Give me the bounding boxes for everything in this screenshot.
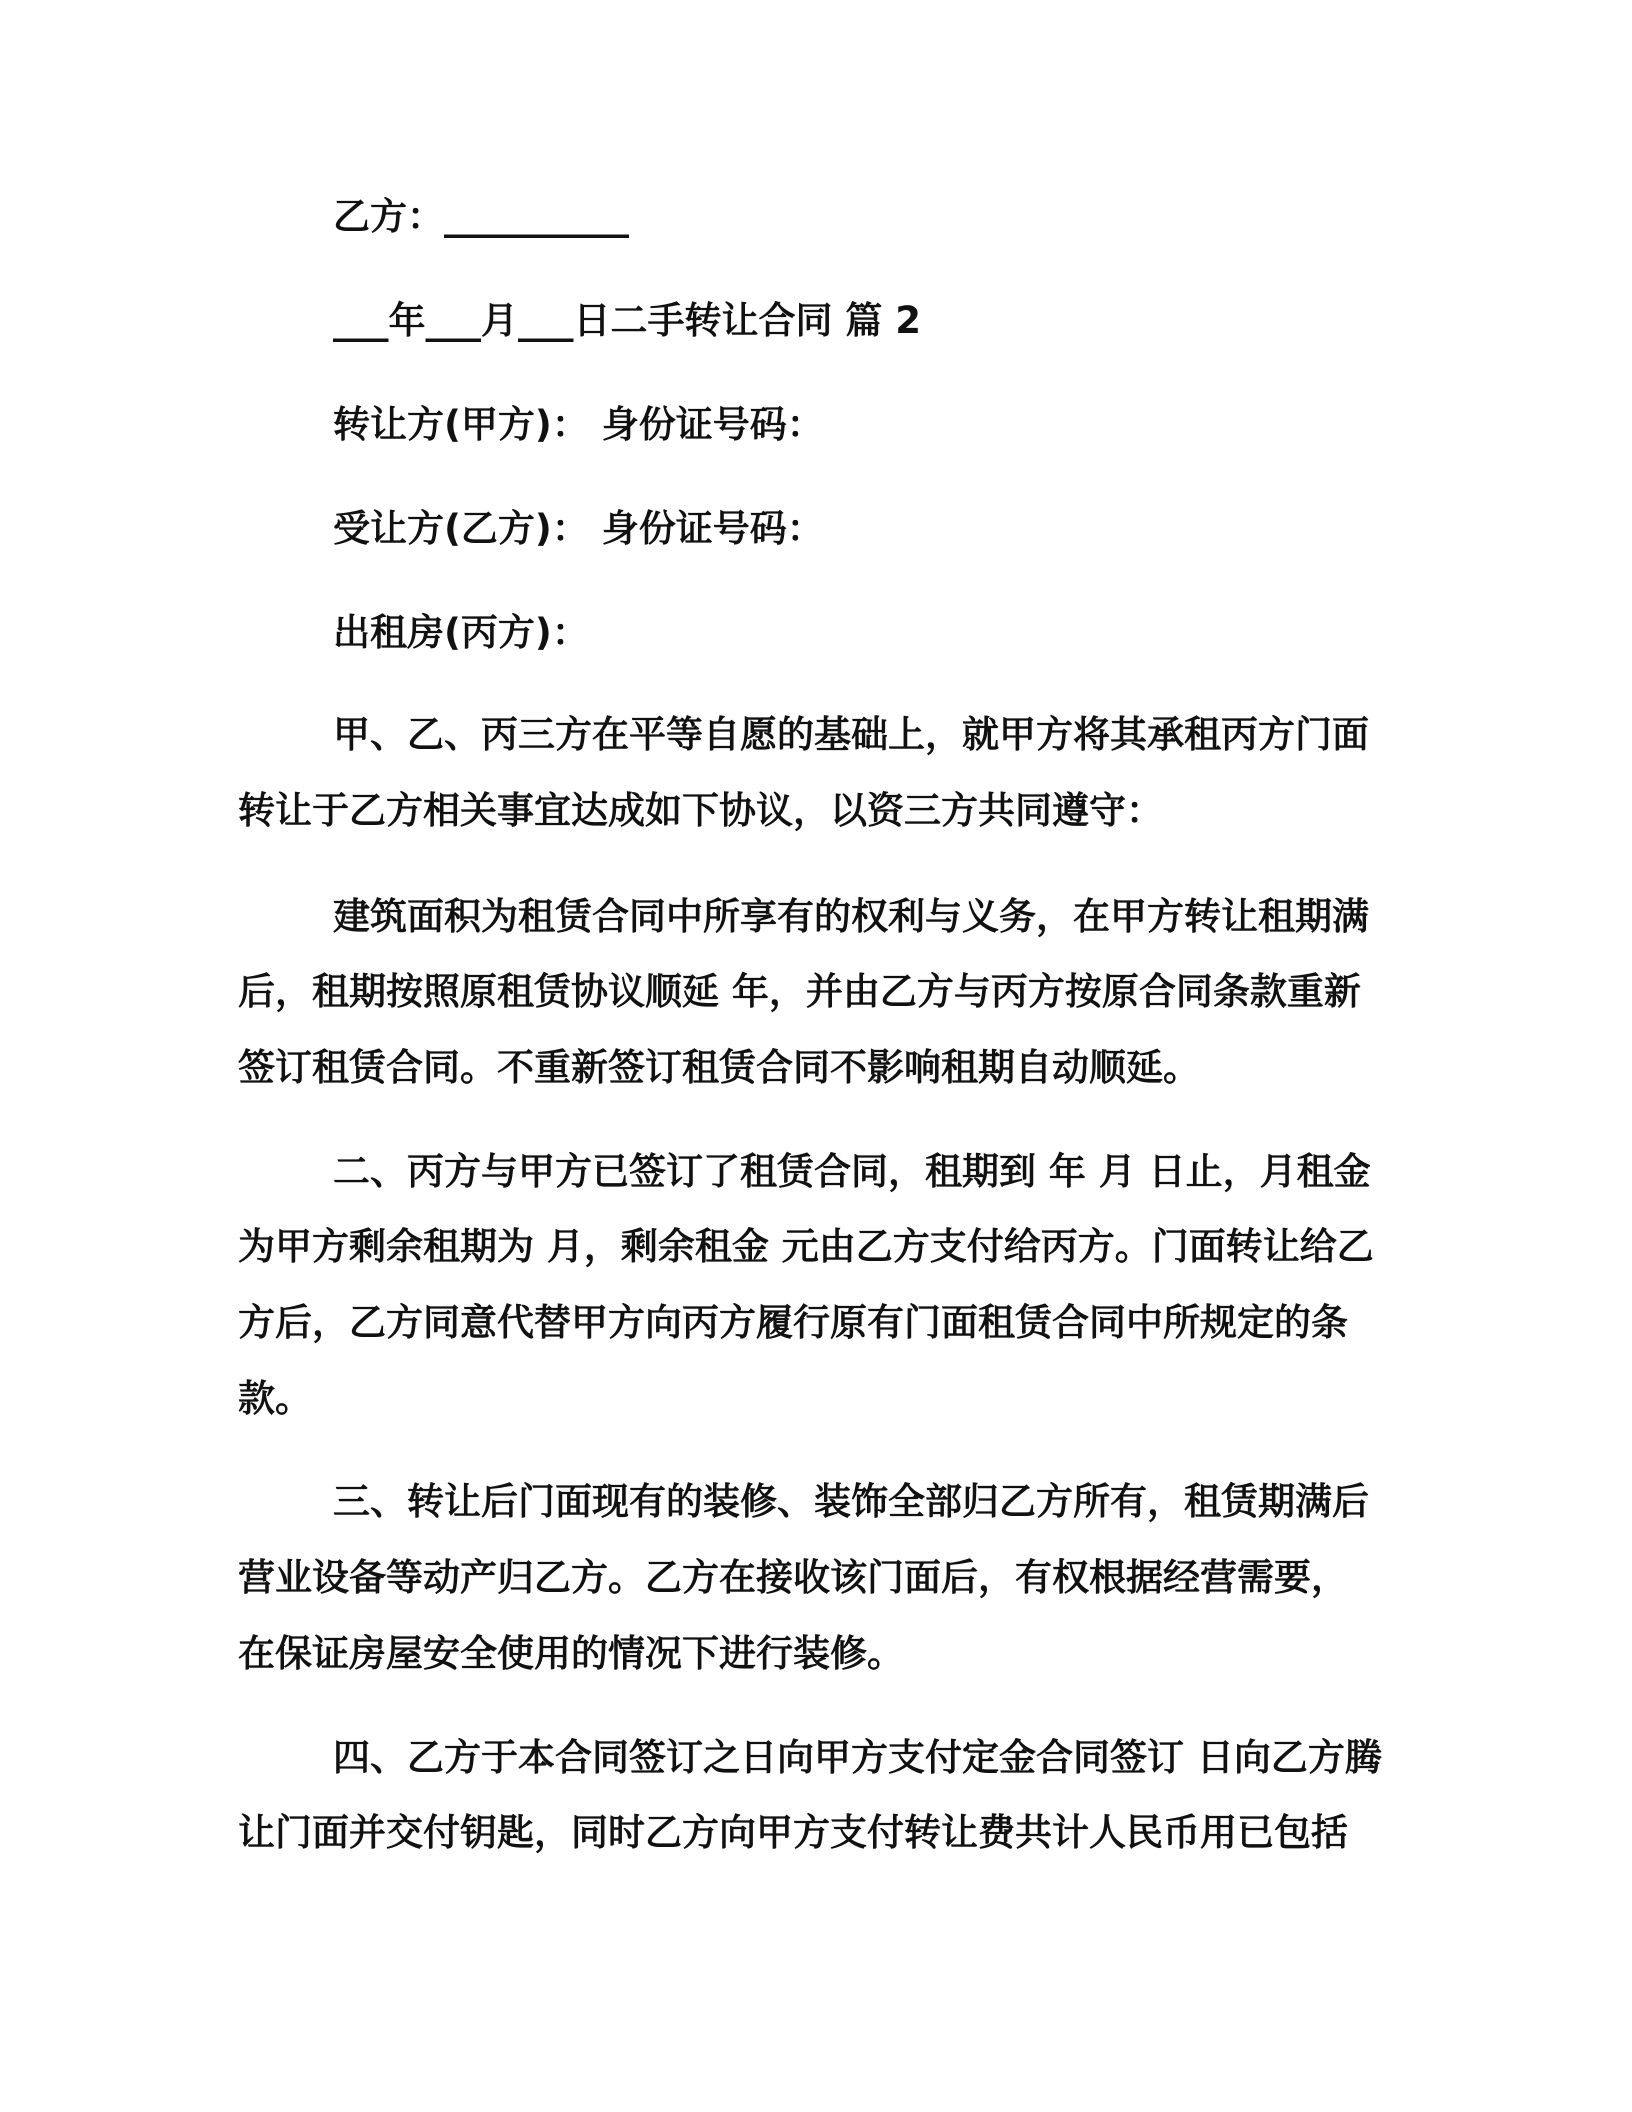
clause-3-line-3: 在保证房屋安全使用的情况下进行装修。 bbox=[238, 1632, 904, 1675]
landlord-line: 出租房(丙方)： bbox=[333, 611, 589, 654]
clause-2-line-1: 二、丙方与甲方已签订了租赁合同，租期到 年 月 日止，月租金 bbox=[333, 1150, 1371, 1193]
party-b-signature-line: 乙方：__________ bbox=[333, 195, 629, 238]
clause-3-line-2: 营业设备等动产归乙方。乙方在接收该门面后，有权根据经营需要， bbox=[238, 1556, 1348, 1599]
transferee-line: 受让方(乙方)： 身份证号码： bbox=[333, 507, 824, 550]
clause-3-line-1: 三、转让后门面现有的装修、装饰全部归乙方所有，租赁期满后 bbox=[333, 1480, 1369, 1523]
clause-1-line-3: 签订租赁合同。不重新签订租赁合同不影响租期自动顺延。 bbox=[238, 1046, 1200, 1089]
clause-1-line-1: 建筑面积为租赁合同中所享有的权利与义务，在甲方转让租期满 bbox=[333, 895, 1369, 938]
clause-2-line-3: 方后，乙方同意代替甲方向丙方履行原有门面租赁合同中所规定的条 bbox=[238, 1301, 1348, 1344]
transferor-line: 转让方(甲方)： 身份证号码： bbox=[333, 403, 824, 446]
clause-2-line-4: 款。 bbox=[238, 1377, 312, 1420]
preamble-line-2: 转让于乙方相关事宜达成如下协议，以资三方共同遵守： bbox=[238, 789, 1163, 832]
date-and-title-line: ___年___月___日二手转让合同 篇 2 bbox=[333, 299, 922, 342]
clause-4-line-1: 四、乙方于本合同签订之日向甲方支付定金合同签订 日向乙方腾 bbox=[333, 1736, 1382, 1779]
preamble-line-1: 甲、乙、丙三方在平等自愿的基础上，就甲方将其承租丙方门面 bbox=[333, 713, 1369, 756]
clause-4-line-2: 让门面并交付钥匙，同时乙方向甲方支付转让费共计人民币用已包括 bbox=[238, 1811, 1348, 1854]
clause-1-line-2: 后，租期按照原租赁协议顺延 年，并由乙方与丙方按原合同条款重新 bbox=[238, 970, 1361, 1013]
clause-2-line-2: 为甲方剩余租期为 月，剩余租金 元由乙方支付给丙方。门面转让给乙 bbox=[238, 1225, 1374, 1268]
